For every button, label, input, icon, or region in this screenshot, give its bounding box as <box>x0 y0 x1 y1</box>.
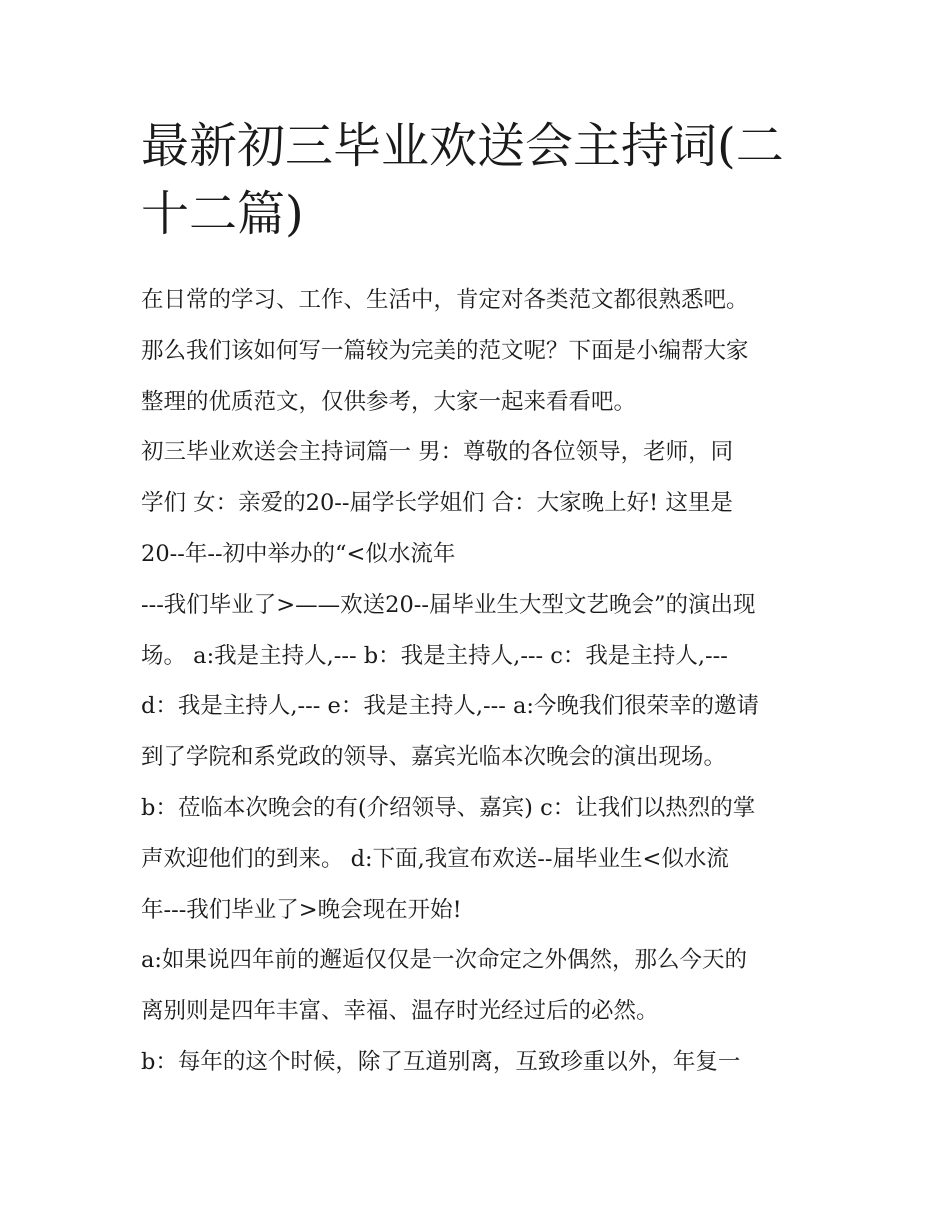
body-line: 那么我们该如何写一篇较为完美的范文呢？下面是小编帮大家 <box>141 337 749 364</box>
body-line: 学们 女：亲爱的20--届学长学姐们 合：大家晚上好! 这里是 <box>141 490 733 517</box>
body-line: d：我是主持人,--- e：我是主持人,--- a:今晚我们很荣幸的邀请 <box>141 693 759 720</box>
body-line: 年---我们毕业了>晚会现在开始! <box>141 896 462 923</box>
body-line: 离别则是四年丰富、幸福、温存时光经过后的必然。 <box>141 998 659 1025</box>
body-line: 20--年--初中举办的“<似水流年 <box>141 540 456 567</box>
title-line: 十二篇) <box>141 186 304 242</box>
document-title <box>141 112 813 248</box>
body-line: a:如果说四年前的邂逅仅仅是一次命定之外偶然，那么今天的 <box>141 947 747 974</box>
body-line: b：莅临本次晚会的有(介绍领导、嘉宾) c：让我们以热烈的掌 <box>141 794 756 821</box>
body-line: 场。 a:我是主持人,--- b：我是主持人,--- c：我是主持人,--- <box>141 642 728 669</box>
body-line: 在日常的学习、工作、生活中，肯定对各类范文都很熟悉吧。 <box>141 287 749 313</box>
body-line: 到了学院和系党政的领导、嘉宾光临本次晚会的演出现场。 <box>141 744 727 771</box>
body-line: ---我们毕业了>——欢送20--届毕业生大型文艺晚会”的演出现 <box>141 591 756 618</box>
title-line: 最新初三毕业欢送会主持词(二 <box>141 118 784 174</box>
body-line: 初三毕业欢送会主持词篇一 男：尊敬的各位领导，老师，同 <box>141 439 734 466</box>
body-line: 声欢迎他们的到来。 d:下面,我宣布欢送--届毕业生<似水流 <box>141 845 729 872</box>
body-line: b：每年的这个时候，除了互道别离，互致珍重以外，年复一 <box>141 1048 741 1075</box>
document-body <box>141 275 821 1088</box>
body-line: 整理的优质范文，仅供参考，大家一起来看看吧。 <box>141 388 637 415</box>
